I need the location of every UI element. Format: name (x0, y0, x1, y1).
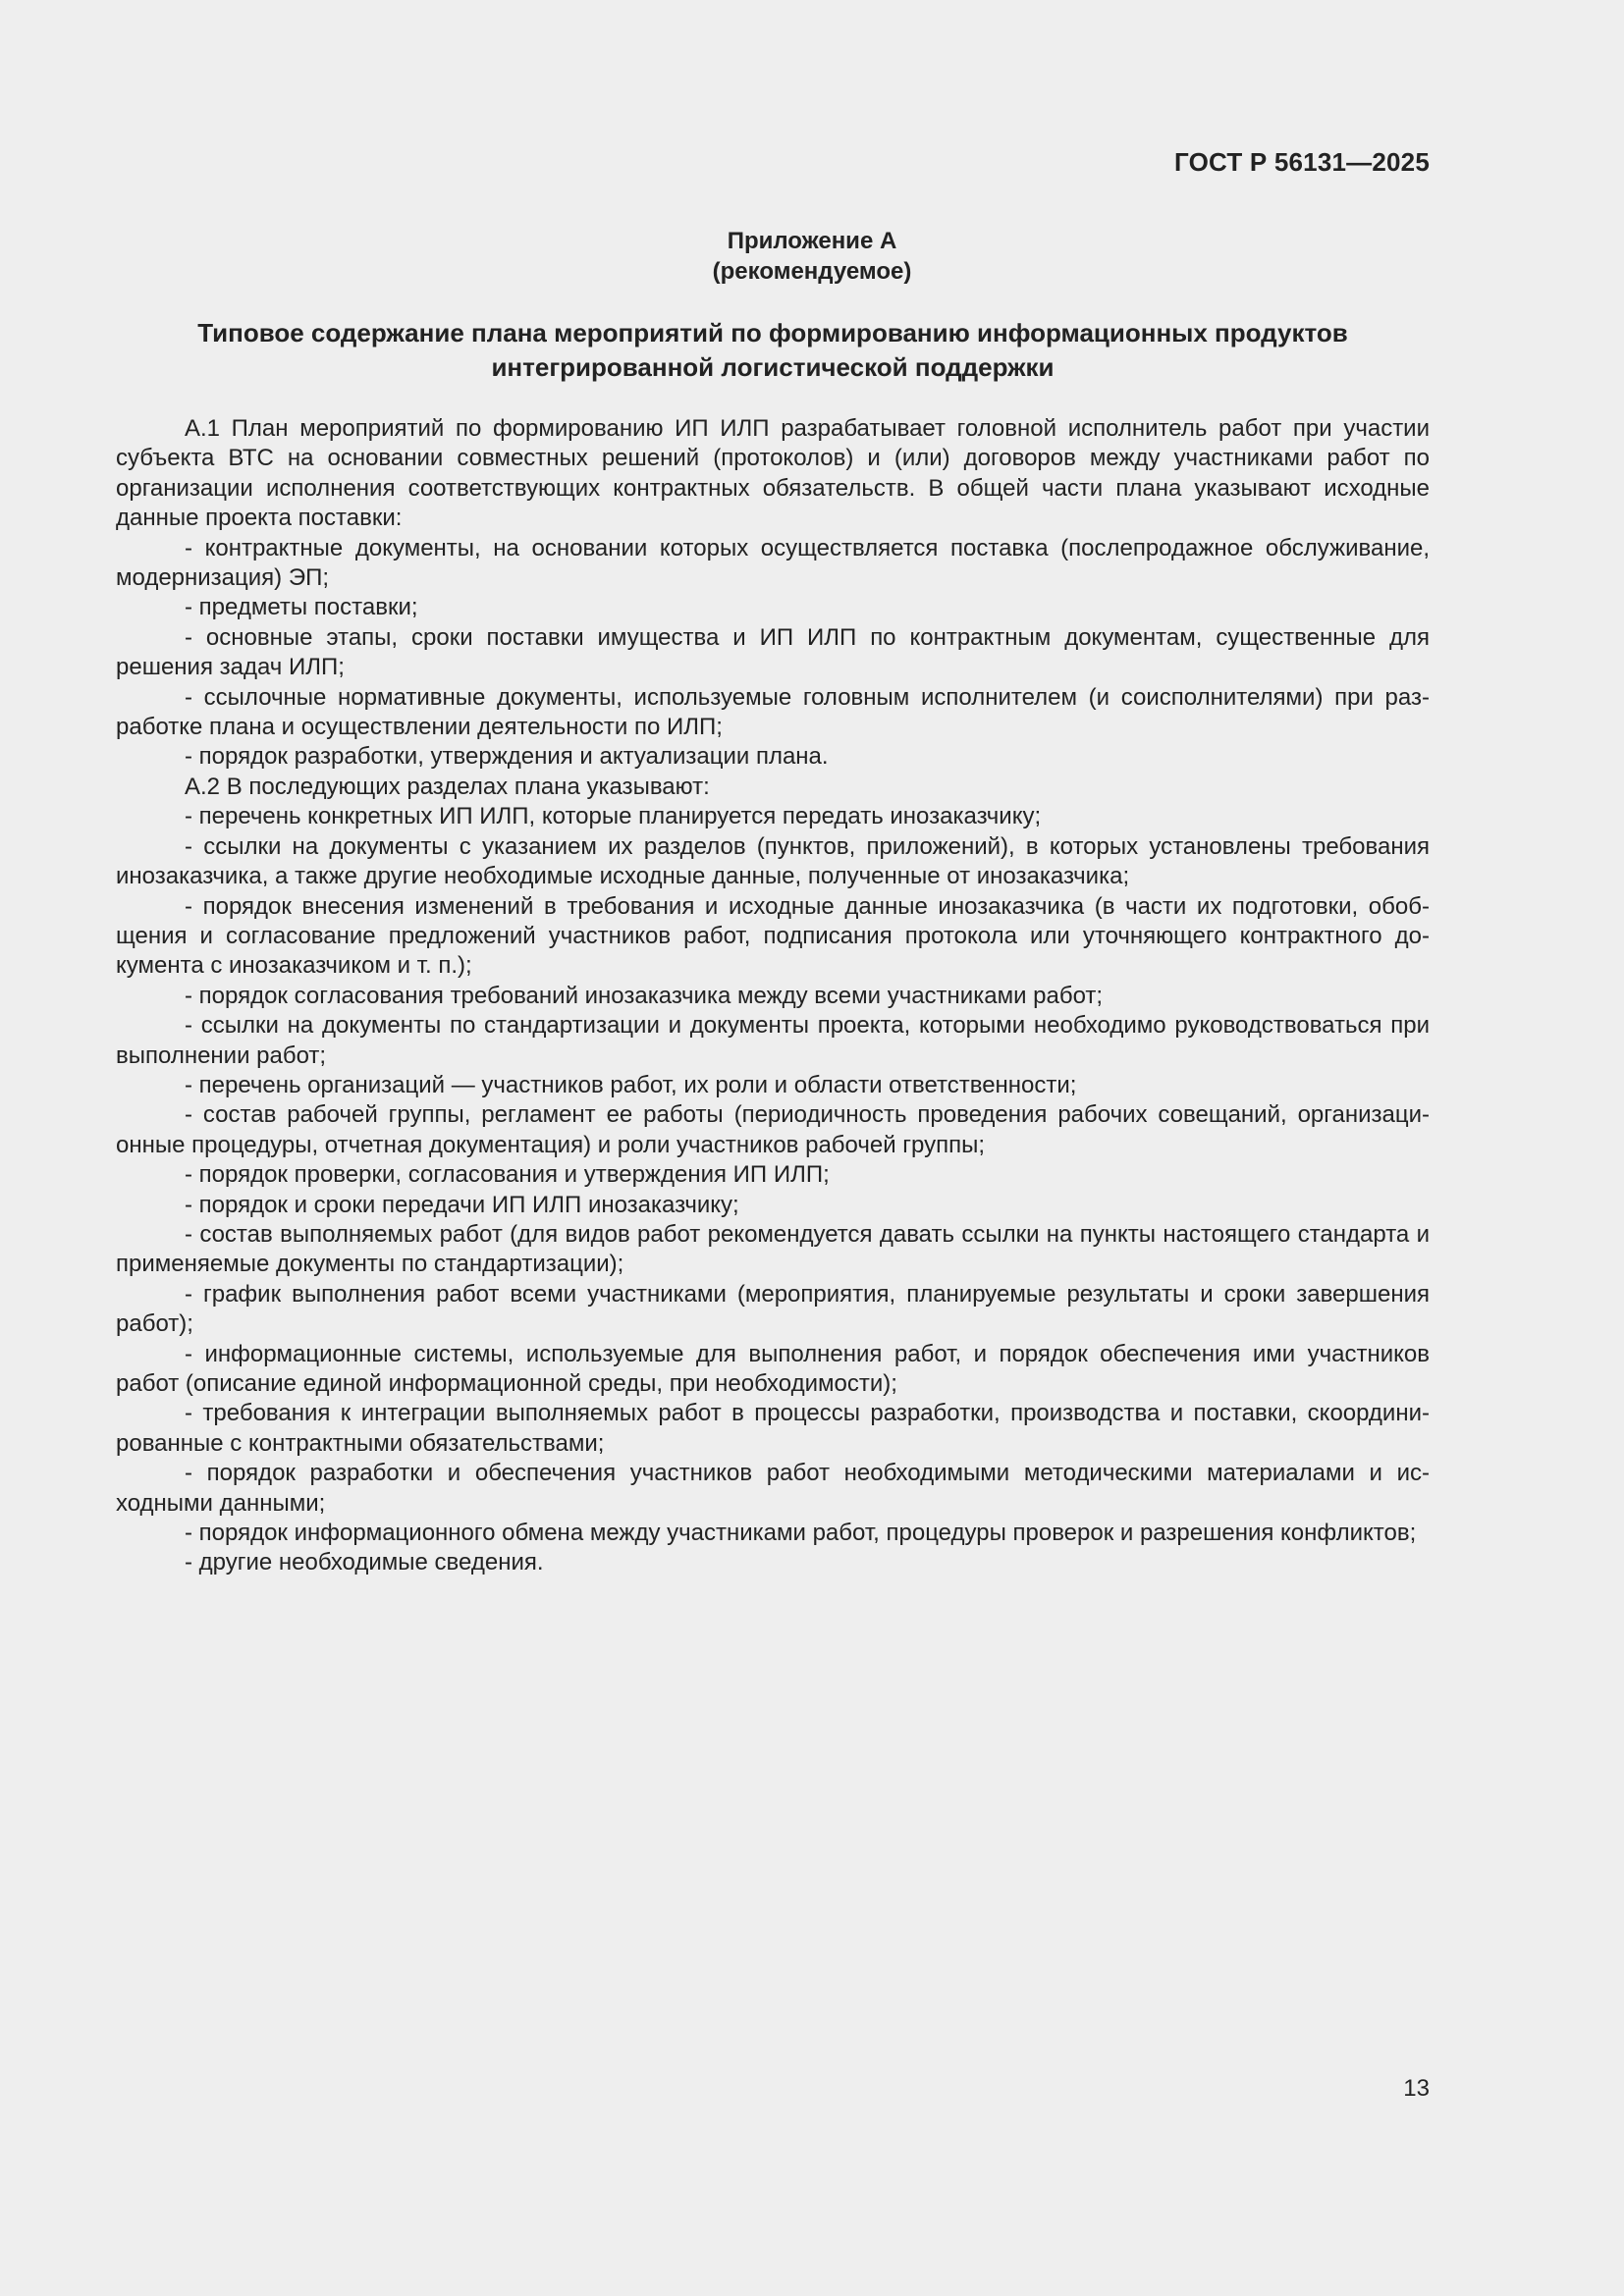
list-item: - порядок внесения изменений в требования и исходные данные инозаказчика (в части их подготовки, обобщения и согласование предложений участников работ, подписания протокола или уточняющего контрактного документа с инозаказчиком и т. п.); (116, 892, 1430, 980)
list-item: - ссылки на документы с указанием их разделов (пунктов, приложений), в которых установлены требования инозаказчика, а также другие необходимые исходные данные, полученные от инозаказчика; (116, 832, 1430, 890)
list-item: - требования к интеграции выполняемых работ в процессы разработки, производства и поставки, скоординированные с контрактными обязательствами; (116, 1400, 1430, 1457)
list-item: - порядок информационного обмена между участниками работ, процедуры проверок и разрешения конфликтов; (185, 1520, 1417, 1547)
list-item: - информационные системы, используемые для выполнения работ, и порядок обеспечения ими участников работ (описание единой информационной среды, при необходимости); (116, 1340, 1430, 1397)
list-item: - ссылочные нормативные документы, используемые головным исполнителем (и соисполнителями) при разработке плана и осуществлении деятельности по ИЛП; (116, 683, 1430, 741)
list-item: - график выполнения работ всеми участниками (мероприятия, планируемые результаты и сроки завершения работ); (116, 1280, 1430, 1338)
list-item: - предметы поставки; (185, 594, 418, 621)
body-text (116, 414, 1430, 1578)
list-item: - контрактные документы, на основании которых осуществляется поставка (послепродажное обслуживание, модернизация) ЭП; (116, 534, 1430, 592)
list-item: - состав выполняемых работ (для видов работ рекомендуется давать ссылки на пункты настоящего стандарта и применяемые документы по стандартизации); (116, 1220, 1430, 1278)
list-item: - порядок разработки и обеспечения участников работ необходимыми методическими материалами и исходными данными; (116, 1460, 1430, 1517)
appendix-title: Приложение А (727, 228, 897, 254)
main-title (116, 316, 1430, 385)
main-title-line-2: интегрированной логистической поддержки (491, 352, 1055, 382)
paragraph-a1: А.1 План мероприятий по формированию ИП ИЛП разрабатывает головной исполнитель работ при участии субъекта ВТС на основании совместных решений (протоколов) и (или) договоров между участниками работ по организации исполнения соответствующих контрактных обязательств. В общей части плана указывают исходные данные проекта поставки: (116, 415, 1430, 532)
list-item: - порядок согласования требований инозаказчика между всеми участниками работ; (185, 982, 1104, 1009)
list-item: - перечень организаций — участников работ, их роли и области ответственности; (185, 1071, 1077, 1098)
appendix-heading (0, 226, 1624, 287)
list-item: - состав рабочей группы, регламент ее работы (периодичность проведения рабочих совещаний, организационные процедуры, отчетная документация) и роли участников рабочей группы; (116, 1101, 1430, 1158)
list-item: - другие необходимые сведения. (185, 1549, 544, 1576)
main-title-line-1: Типовое содержание плана мероприятий по формированию информационных продуктов (197, 318, 1348, 347)
paragraph-a2: А.2 В последующих разделах плана указывают: (185, 773, 710, 800)
document-code: ГОСТ Р 56131—2025 (1174, 147, 1430, 177)
list-item: - ссылки на документы по стандартизации и документы проекта, которыми необходимо руководствоваться при выполнении работ; (116, 1012, 1430, 1069)
appendix-status: (рекомендуемое) (712, 258, 912, 285)
list-item: - порядок проверки, согласования и утверждения ИП ИЛП; (185, 1161, 830, 1189)
page-number: 13 (1403, 2075, 1430, 2102)
list-item: - основные этапы, сроки поставки имущества и ИП ИЛП по контрактным документам, существенные для решения задач ИЛП; (116, 623, 1430, 681)
list-item: - порядок и сроки передачи ИП ИЛП инозаказчику; (185, 1191, 739, 1218)
list-item: - перечень конкретных ИП ИЛП, которые планируется передать инозаказчику; (185, 803, 1042, 830)
list-item: - порядок разработки, утверждения и актуализации плана. (185, 743, 829, 771)
